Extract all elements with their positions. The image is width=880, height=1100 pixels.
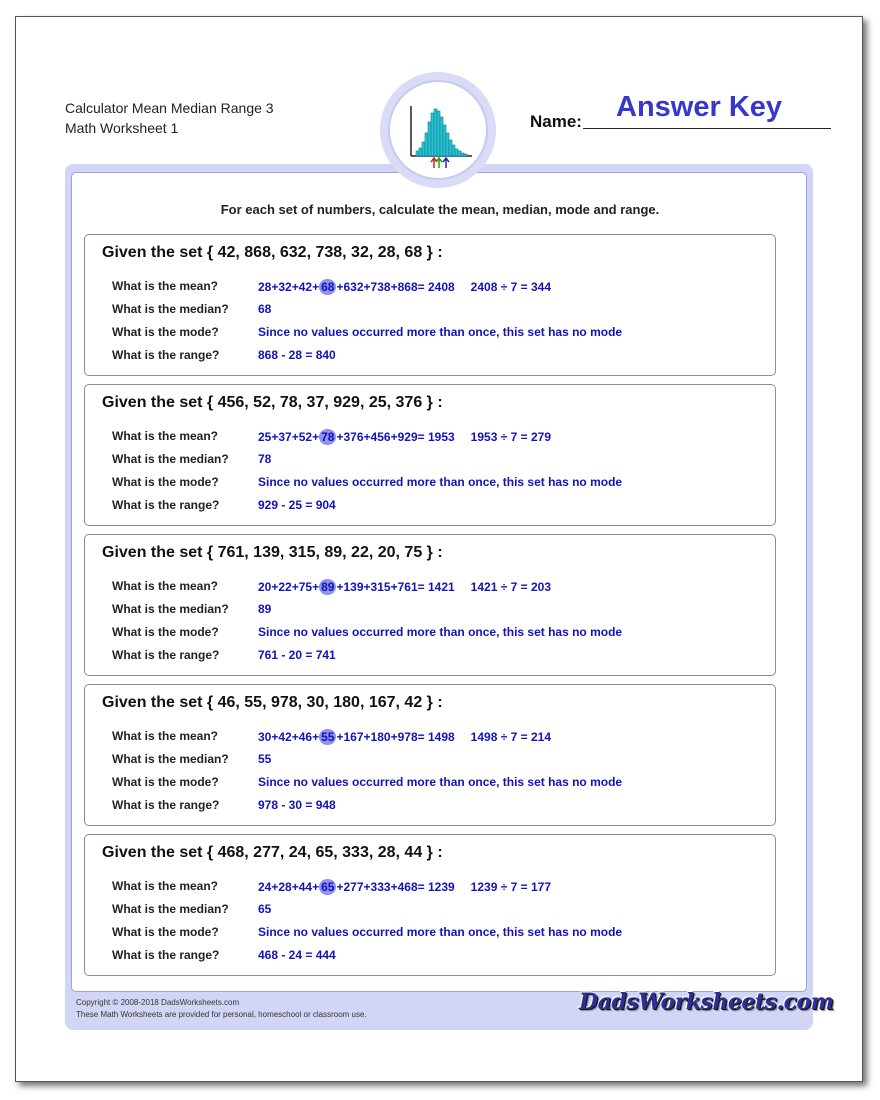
range-answer: 929 - 25 = 904 — [258, 498, 336, 512]
mode-answer: Since no values occurred more than once, this set has no mode — [258, 625, 623, 639]
median-answer: 55 — [258, 752, 272, 766]
name-label: Name: — [530, 112, 582, 131]
mode-question: What is the mode? — [112, 925, 219, 939]
title-line-2: Math Worksheet 1 — [65, 120, 179, 136]
problem-box — [84, 384, 776, 526]
sum-term: 30 — [258, 730, 272, 744]
plus-sign: + — [363, 730, 371, 744]
median-answer: 78 — [258, 452, 272, 466]
mode-question: What is the mode? — [112, 475, 219, 489]
sum-term: 75 — [298, 580, 313, 594]
mean-division: 1421 ÷ 7 = 203 — [470, 580, 551, 594]
sum-term: 761 — [397, 580, 418, 594]
median-question: What is the median? — [112, 902, 229, 916]
plus-sign: + — [363, 580, 371, 594]
plus-sign: + — [291, 880, 299, 894]
plus-sign: + — [312, 430, 320, 444]
range-answer: 468 - 24 = 444 — [258, 948, 336, 962]
median-term-highlight: 65 — [321, 880, 335, 894]
problem-box — [84, 534, 776, 676]
mean-question: What is the mean? — [112, 579, 219, 593]
sum-term: 468 — [397, 880, 418, 894]
sum-term: 24 — [258, 880, 272, 894]
worksheet-body — [71, 172, 807, 992]
range-answer: 868 - 28 = 840 — [258, 348, 336, 362]
plus-sign: + — [271, 280, 279, 294]
sum-term: 28 — [258, 280, 272, 294]
copyright-text: Copyright © 2008-2018 DadsWorksheets.com — [76, 998, 240, 1007]
sum-value: 1239 — [427, 880, 455, 894]
plus-sign: + — [336, 730, 344, 744]
median-answer: 68 — [258, 302, 272, 316]
sum-value: 2408 — [427, 280, 455, 294]
footer — [76, 997, 367, 1021]
problem-box — [84, 684, 776, 826]
sum-term: 44 — [298, 880, 313, 894]
plus-sign: + — [312, 580, 320, 594]
mean-question: What is the mean? — [112, 279, 219, 293]
title-line-1: Calculator Mean Median Range 3 — [65, 100, 274, 116]
median-term-highlight: 68 — [321, 280, 335, 294]
mode-question: What is the mode? — [112, 625, 219, 639]
sum-term: 456 — [370, 430, 391, 444]
problem-title: Given the set { 761, 139, 315, 89, 22, 20, 75 } : — [102, 544, 443, 561]
usage-notice: These Math Worksheets are provided for personal, homeschool or classroom use. — [76, 1010, 367, 1019]
mean-question: What is the mean? — [112, 429, 219, 443]
problem-title: Given the set { 46, 55, 978, 30, 180, 167, 42 } : — [102, 694, 443, 711]
plus-sign: + — [390, 730, 398, 744]
answer-key-text: Answer Key — [616, 91, 783, 123]
instructions: For each set of numbers, calculate the mean, median, mode and range. — [220, 202, 660, 217]
sum-term: 37 — [278, 430, 292, 444]
plus-sign: + — [271, 580, 279, 594]
sum-value: 1953 — [427, 430, 455, 444]
sum-term: 52 — [298, 430, 313, 444]
mean-question: What is the mean? — [112, 729, 219, 743]
plus-sign: + — [390, 880, 398, 894]
plus-sign: + — [291, 430, 299, 444]
problem-box — [84, 234, 776, 376]
median-question: What is the median? — [112, 302, 229, 316]
range-question: What is the range? — [112, 798, 220, 812]
mode-answer: Since no values occurred more than once, this set has no mode — [258, 475, 623, 489]
sum-term: 180 — [370, 730, 391, 744]
equals-sign: = — [417, 430, 428, 444]
mode-question: What is the mode? — [112, 325, 219, 339]
worksheet-title — [65, 98, 274, 138]
mean-answer — [258, 729, 551, 745]
sum-term: 139 — [343, 580, 364, 594]
median-answer: 65 — [258, 902, 272, 916]
problem-title: Given the set { 42, 868, 632, 738, 32, 28, 68 } : — [102, 244, 443, 261]
histogram-logo-icon — [380, 72, 496, 188]
mean-division: 1953 ÷ 7 = 279 — [470, 430, 551, 444]
range-answer: 761 - 20 = 741 — [258, 648, 336, 662]
plus-sign: + — [336, 580, 344, 594]
plus-sign: + — [363, 280, 371, 294]
plus-sign: + — [390, 580, 398, 594]
median-term-highlight: 78 — [321, 430, 335, 444]
plus-sign: + — [336, 880, 344, 894]
mode-answer: Since no values occurred more than once, this set has no mode — [258, 925, 623, 939]
sum-term: 978 — [397, 730, 418, 744]
plus-sign: + — [390, 430, 398, 444]
problem-box — [84, 834, 776, 976]
mode-question: What is the mode? — [112, 775, 219, 789]
equals-sign: = — [417, 880, 428, 894]
name-field-line — [583, 128, 831, 129]
sum-term: 42 — [278, 730, 292, 744]
sum-value: 1421 — [427, 580, 455, 594]
problem-title: Given the set { 456, 52, 78, 37, 929, 25, 376 } : — [102, 394, 443, 411]
worksheet-frame — [65, 164, 834, 1030]
mean-answer — [258, 279, 551, 295]
plus-sign: + — [336, 280, 344, 294]
median-answer: 89 — [258, 602, 272, 616]
median-term-highlight: 89 — [321, 580, 335, 594]
sum-term: 315 — [370, 580, 391, 594]
plus-sign: + — [336, 430, 344, 444]
plus-sign: + — [271, 880, 279, 894]
mean-answer — [258, 879, 551, 895]
plus-sign: + — [291, 580, 299, 594]
mean-answer — [258, 579, 551, 595]
range-answer: 978 - 30 = 948 — [258, 798, 336, 812]
plus-sign: + — [271, 430, 279, 444]
sum-term: 22 — [278, 580, 292, 594]
sum-value: 1498 — [427, 730, 455, 744]
sum-term: 277 — [343, 880, 364, 894]
mean-answer — [258, 429, 551, 445]
range-question: What is the range? — [112, 348, 220, 362]
plus-sign: + — [363, 880, 371, 894]
mean-division: 1239 ÷ 7 = 177 — [470, 880, 551, 894]
plus-sign: + — [312, 730, 320, 744]
problem-title: Given the set { 468, 277, 24, 65, 333, 28, 44 } : — [102, 844, 443, 861]
dadsworksheets-logo: DadsWorksheets.com — [579, 989, 834, 1015]
plus-sign: + — [312, 880, 320, 894]
sum-term: 28 — [278, 880, 292, 894]
sum-term: 42 — [298, 280, 313, 294]
plus-sign: + — [312, 280, 320, 294]
plus-sign: + — [291, 280, 299, 294]
plus-sign: + — [363, 430, 371, 444]
mean-division: 1498 ÷ 7 = 214 — [470, 730, 551, 744]
mode-answer: Since no values occurred more than once, this set has no mode — [258, 325, 623, 339]
plus-sign: + — [291, 730, 299, 744]
median-term-highlight: 55 — [321, 730, 335, 744]
sum-term: 333 — [370, 880, 391, 894]
sum-term: 868 — [397, 280, 418, 294]
plus-sign: + — [271, 730, 279, 744]
mean-division: 2408 ÷ 7 = 344 — [470, 280, 551, 294]
sum-term: 376 — [343, 430, 364, 444]
median-question: What is the median? — [112, 452, 229, 466]
sum-term: 20 — [258, 580, 272, 594]
sum-term: 32 — [278, 280, 292, 294]
mode-answer: Since no values occurred more than once, this set has no mode — [258, 775, 623, 789]
sum-term: 167 — [343, 730, 364, 744]
range-question: What is the range? — [112, 498, 220, 512]
equals-sign: = — [417, 580, 428, 594]
range-question: What is the range? — [112, 648, 220, 662]
sum-term: 25 — [258, 430, 272, 444]
mean-question: What is the mean? — [112, 879, 219, 893]
plus-sign: + — [390, 280, 398, 294]
sum-term: 738 — [370, 280, 391, 294]
median-question: What is the median? — [112, 752, 229, 766]
sum-term: 632 — [343, 280, 364, 294]
sum-term: 46 — [298, 730, 313, 744]
range-question: What is the range? — [112, 948, 220, 962]
median-question: What is the median? — [112, 602, 229, 616]
sum-term: 929 — [397, 430, 418, 444]
equals-sign: = — [417, 280, 428, 294]
worksheet-page — [15, 16, 863, 1082]
equals-sign: = — [417, 730, 428, 744]
